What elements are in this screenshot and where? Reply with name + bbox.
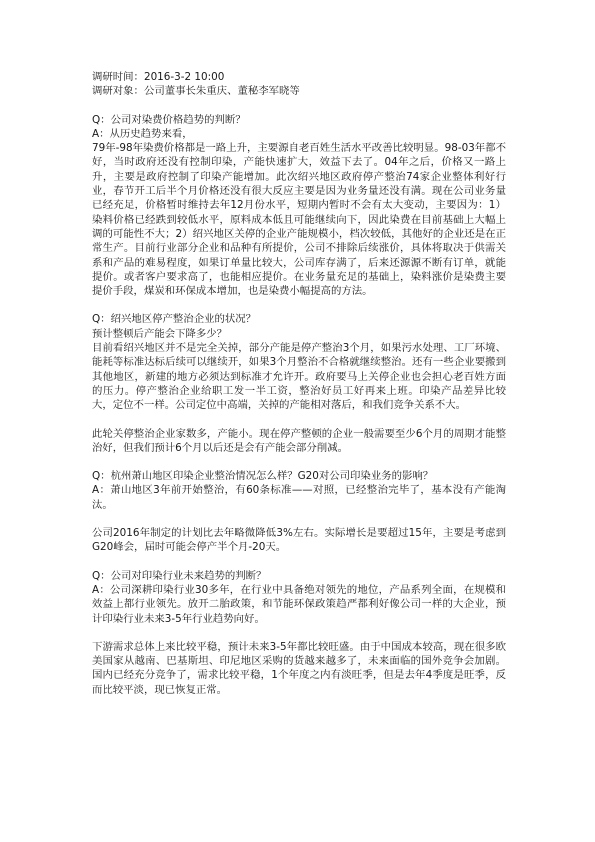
question-shaoxing: Q：绍兴地区停产整治企业的状况？ [92, 313, 257, 326]
answer-body-xiaoshan: A：萧山地区3年前开始整治，有60条标准——对照，已经整治完毕了，基本没有产能淘汰。 [92, 484, 506, 511]
question-price-trend: Q：公司对染费价格趋势的判断？ [92, 113, 246, 126]
question-industry-outlook: Q：公司对印染行业未来趋势的判断？ [92, 569, 267, 582]
research-notes-page [92, 70, 506, 697]
qa-section-shaoxing [92, 312, 506, 455]
answer-body-shaoxing: 目前看绍兴地区并不是完全关掉，部分产能是停产整治3个月，如果污水处理、工厂环境、能耗等标准达标后续可以继续开，如果3个月整治不合格就继续整治。还有一些企业要搬到其他地区，新建的地方必须达到标准才允许开。政府要马上关停企业也会担心老百姓方面的压力。停产整治企业给职工发一半工资，整治好员工好再来上班。印染产品差异比较大，定位不一样。公司定位中高端，关掉的产能相对落后，和我们竞争关系不大。 [92, 342, 506, 412]
question-xiaoshan: Q：杭州萧山地区印染企业整治情况怎么样？G20对公司印染业务的影响？ [92, 470, 434, 483]
answer-body-price-trend: 79年-98年染费价格都是一路上升，主要源自老百姓生活水平改善比较明显。98-03年都不好，当时政府还没有控制印染，产能快速扩大，效益下去了。04年之后，价格又一路上升，主要是政府控制了印染产能增加。此次绍兴地区政府停产整治74家企业整体利好行业，春节开工后半个月价格还没有很大反应主要是因为业务量还没有满。现在公司业务量已经充足，价格暂时维持去年12月份水平，短期内暂时不会有太大变动，主要因为：1）染料价格已经跌到较低水平，原料成本低且可能继续向下，因此染费在目前基础上大幅上调的可能性不大；2）绍兴地区关停的企业产能规模小，档次较低，其他好的企业还是在正常生产。目前行业部分企业和品种有所提价，公司不排除后续涨价，具体将取决于供需关系和产品的难易程度，如果订单量比较大，公司库存满了，后来还源源不断有订单，就能提价。或者客户要求高了，也能相应提价。在业务量充足的基础上，染料涨价是染费主要提价手段，煤炭和环保成本增加，也是染费小幅提高的方法。 [92, 142, 506, 298]
answer-extra-xiaoshan: 公司2016年制定的计划比去年略微降低3%左右。实际增长是要超过15年，主要是考虑到G20峰会，届时可能会停产半个月-20天。 [92, 527, 506, 554]
research-time: 调研时间：2016-3-2 10:00 [92, 71, 225, 83]
qa-section-price-trend [92, 113, 506, 299]
qa-section-industry-outlook [92, 569, 506, 697]
answer-intro-price-trend: A：从历史趋势来看， [92, 127, 193, 140]
answer-body-industry-outlook: A：公司深耕印染行业30多年，在行业中具备绝对领先的地位，产品系列全面，在规模和效益上都行业领先。放开二胎政策，和节能环保政策趋严都利好像公司一样的大企业，预计印染行业未来3-5年行业趋势向好。 [92, 583, 506, 625]
qa-section-xiaoshan [92, 469, 506, 554]
research-target: 调研对象：公司董事长朱重庆、董秘李军晓等 [92, 85, 300, 98]
answer-extra-shaoxing: 此轮关停整治企业家数多，产能小。现在停产整顿的企业一般需要至少6个月的周期才能整治好，但我们预计6个月以后还是会有产能会部分削减。 [92, 427, 506, 454]
question-shaoxing-followup: 预计整顿后产能会下降多少？ [92, 327, 228, 340]
answer-extra-industry-outlook: 下游需求总体上来比较平稳，预计未来3-5年都比较旺盛。由于中国成本较高，现在很多欧美国家从越南、巴基斯坦、印尼地区采购的货越来越多了，未来面临的国外竞争会加剧。国内已经充分竞争了，需求比较平稳，1个年度之内有淡旺季，但是去年4季度是旺季，反而比较平淡，现已恢复正常。 [92, 640, 506, 696]
